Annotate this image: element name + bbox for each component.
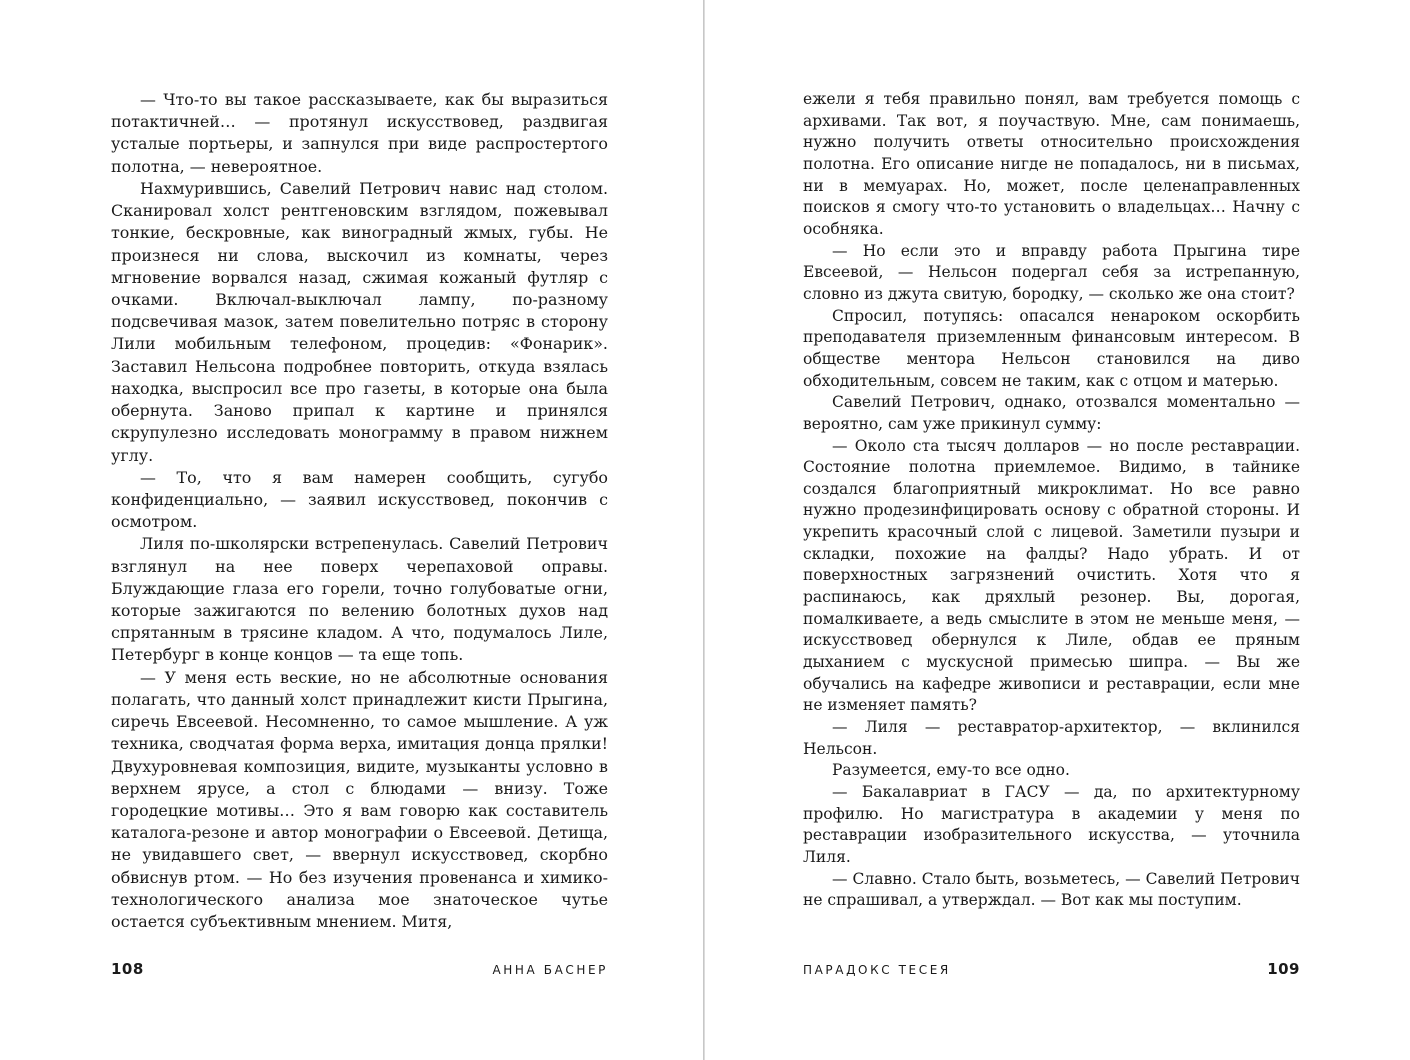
page-number: 109 (1267, 960, 1300, 978)
page-number: 108 (111, 960, 144, 978)
paragraph: — Но если это и вправду работа Прыгина тире Евсеевой, — Нельсон подергал себя за истрепанную, словно из джута свитую, бородку, — сколько же она стоит? (803, 241, 1300, 303)
right-page-footer (803, 960, 1300, 984)
left-page-text (111, 89, 608, 933)
right-page (803, 89, 1300, 912)
running-head-author: АННА БАСНЕР (492, 963, 608, 977)
paragraph: — Бакалавриат в ГАСУ — да, по архитектурному профилю. Но магистратура в академии у меня по реставрации изобразительного искусства, — уточнила Лиля. (803, 783, 1300, 866)
paragraph: — Что-то вы такое рассказываете, как бы выразиться потактичней… — протянул искусствовед, раздвигая усталые портьеры, и запнулся при виде распростертого полотна, — невероятное. (111, 90, 608, 176)
running-head-title: ПАРАДОКС ТЕСЕЯ (803, 963, 951, 977)
paragraph: Савелий Петрович, однако, отозвался моментально — вероятно, сам уже прикинул сумму: (803, 393, 1300, 433)
paragraph: Нахмурившись, Савелий Петрович навис над столом. Сканировал холст рентгеновским взглядом, пожевывал тонкие, бескровные, как виноградный жмых, губы. Не произнеся ни слова, выскочил из комнаты, через мгновение ворвался назад, сжимая кожаный футляр с очками. Включал-выключал лампу, по-разному подсвечивая мазок, затем повелительно потряс в сторону Лили мобильным телефоном, процедив: «Фонарик». Заставил Нельсона подробнее повторить, откуда взялась находка, выспросил все про газеты, в которые она была обернута. Заново припал к картине и принялся скрупулезно исследовать монограмму в правом нижнем углу. (111, 178, 608, 465)
paragraph: Спросил, потупясь: опасался ненароком оскорбить преподавателя приземленным финансовым интересом. В обществе ментора Нельсон становился на диво обходительным, совсем не таким, как с отцом и матерью. (803, 306, 1300, 390)
paragraph: — Лиля — реставратор-архитектор, — вклинился Нельсон. (803, 718, 1300, 758)
left-page-footer (111, 960, 608, 984)
paragraph: Разумеется, ему-то все одно. (832, 761, 1070, 780)
right-page-text (803, 89, 1300, 912)
paragraph: — Около ста тысяч долларов — но после реставрации. Состояние полотна приемлемое. Видимо, в тайнике создался благоприятный микроклимат. Но все равно нужно продезинфицировать основу с обратной стороны. И укрепить красочный слой с лицевой. Заметили пузыри и складки, похожие на фалды? Надо убрать. И от поверхностных загрязнений очистить. Хотя что я распинаюсь, как дряхлый резонер. Вы, дорогая, помалкиваете, а ведь смыслите в этом не меньше меня, — искусствовед обернулся к Лиле, обдав ее пряным дыханием с мускусной примесью шипра. — Вы же обучались на кафедре живописи и реставрации, если мне не изменяет память? (803, 436, 1300, 715)
book-gutter (703, 0, 705, 1060)
paragraph: — Славно. Стало быть, возьметесь, — Савелий Петрович не спрашивал, а утверждал. — Вот как мы поступим. (803, 869, 1300, 910)
paragraph: Лиля по-школярски встрепенулась. Савелий Петрович взглянул на нее поверх черепаховой оправы. Блуждающие глаза его горели, точно голубоватые огни, которые зажигаются по велению болотных духов над спрятанным в трясине кладом. А что, подумалось Лиле, Петербург в конце концов — та еще топь. (111, 534, 608, 665)
paragraph: — То, что я вам намерен сообщить, сугубо конфиденциально, — заявил искусствовед, покончив с осмотром. (111, 467, 608, 532)
paragraph: — У меня есть веские, но не абсолютные основания полагать, что данный холст принадлежит кисти Прыгина, сиречь Евсеевой. Несомненно, то самое мышление. А уж техника, сводчатая форма верха, имитация донца прялки! Двухуровневая композиция, видите, музыканты условно в верхнем ярусе, а стол с блюдами — внизу. Тоже городецкие мотивы… Это я вам говорю как составитель каталога-резоне и автор монографии о Евсеевой. Детища, не увидавшего свет, — ввернул искусствовед, скорбно обвиснув ртом. — Но без изучения провенанса и химико-технологического анализа мое знаточеское чутье остается субъективным мнением. Митя, (111, 667, 608, 932)
left-page (111, 89, 608, 933)
paragraph-continued: ежели я тебя правильно понял, вам требуется помощь с архивами. Так вот, я поучаствую. Мне, сам понимаешь, нужно получить ответы относительно происхождения полотна. Его описание нигде не попадалось, ни в письмах, ни в мемуарах. Но, может, после целенаправленных поисков я смогу что-то установить о владельцах… Начну с особняка. (803, 90, 1300, 238)
